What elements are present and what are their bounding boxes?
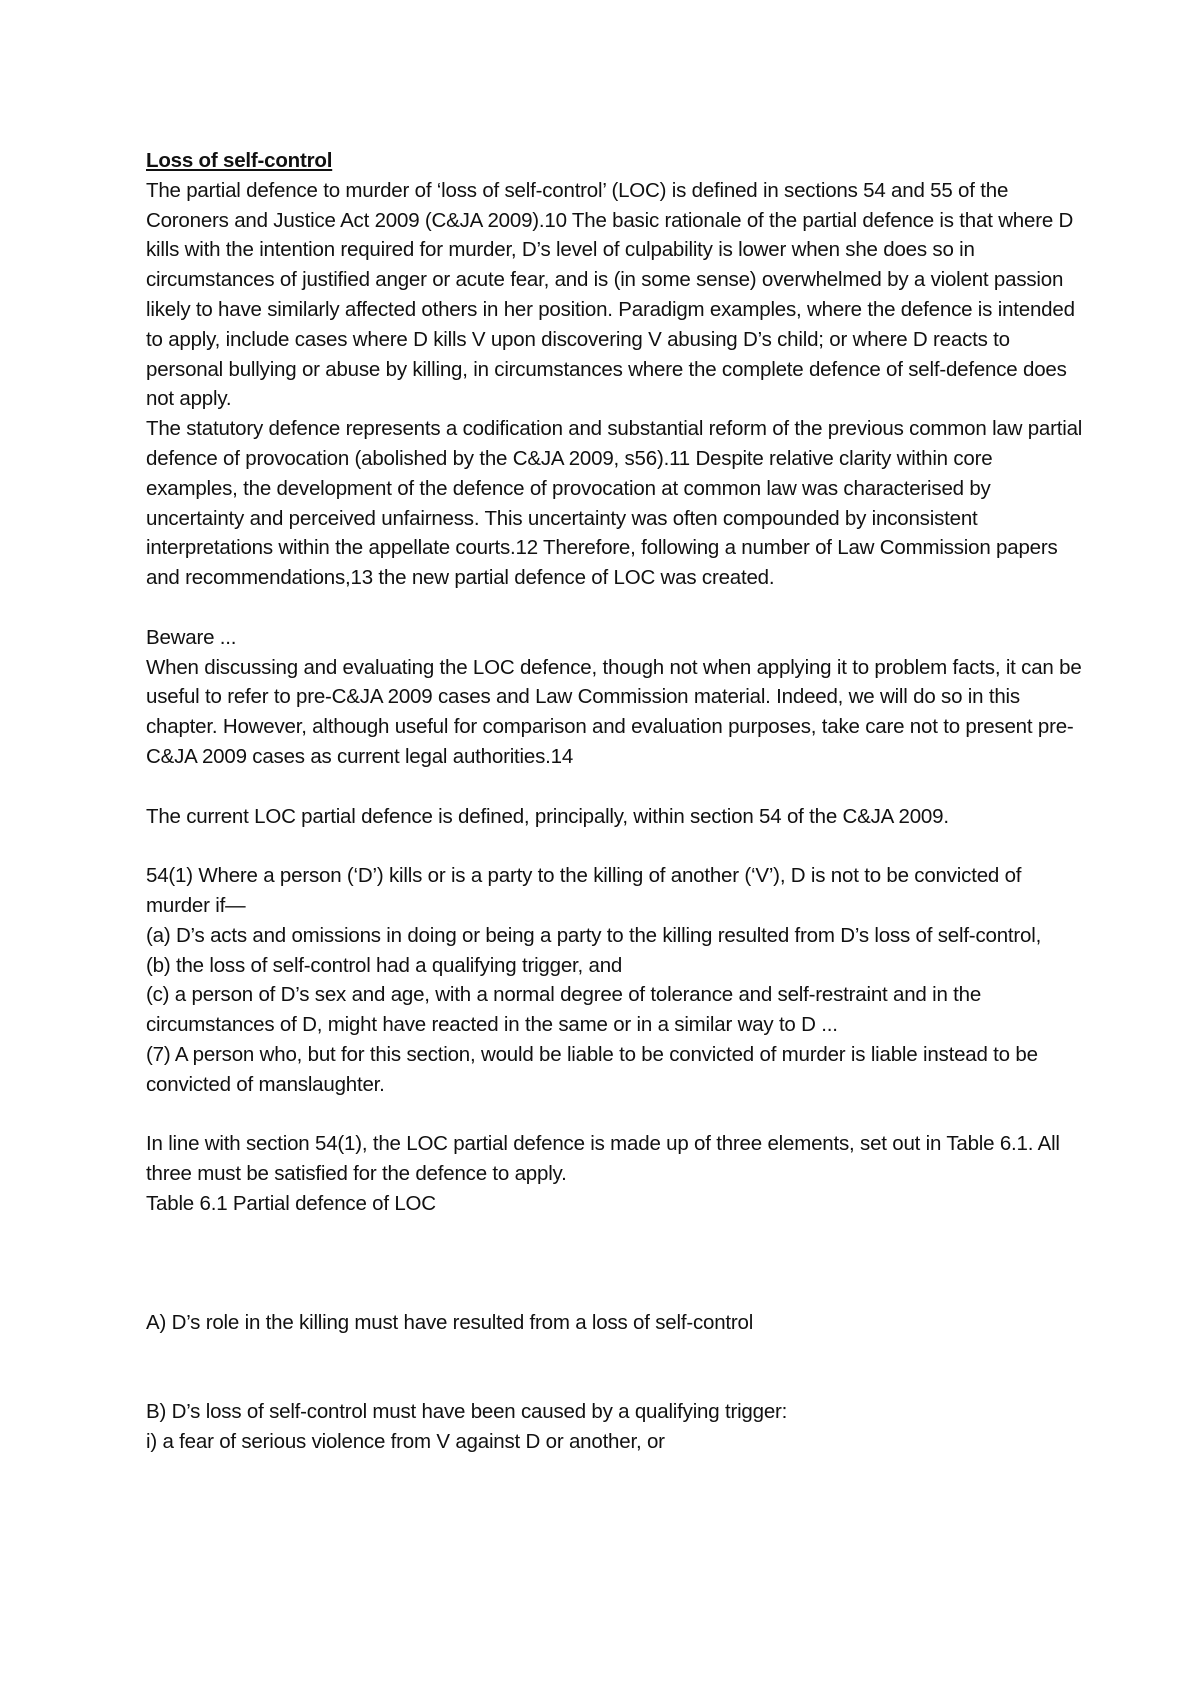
spacer bbox=[146, 593, 1086, 623]
spacer bbox=[146, 772, 1086, 802]
section-54-7: (7) A person who, but for this section, would be liable to be convicted of murder is liable instead to be convicted of manslaughter. bbox=[146, 1042, 1038, 1096]
document-page bbox=[146, 146, 1086, 1457]
beware-paragraph: When discussing and evaluating the LOC defence, though not when applying it to problem facts, it can be useful to refer to pre-C&JA 2009 cases and Law Commission material. Indeed, we will do so in this chapter. However, although useful for comparison and evaluation purposes, take care not to present pre-C&JA 2009 cases as current legal authorities.14 bbox=[146, 655, 1082, 768]
section-54-a: (a) D’s acts and omissions in doing or being a party to the killing resulted from D’s loss of self-control, bbox=[146, 923, 1042, 947]
element-a: A) D’s role in the killing must have resulted from a loss of self-control bbox=[146, 1310, 754, 1334]
element-b-i: i) a fear of serious violence from V against D or another, or bbox=[146, 1430, 665, 1454]
section-54-c: (c) a person of D’s sex and age, with a normal degree of tolerance and self-restraint and in the circumstances of D, might have reacted in the same or in a similar way to D ... bbox=[146, 983, 982, 1037]
intro-paragraph: The partial defence to murder of ‘loss of self-control’ (LOC) is defined in sections 54 and 55 of the Coroners and Justice Act 2009 (C&JA 2009).10 The basic rationale of the partial defence is that where D kills with the intention required for murder, D’s level of culpability is lower when she does so in circumstances of justified anger or acute fear, and is (in some sense) overwhelmed by a violent passion likely to have similarly affected others in her position. Paradigm examples, where the defence is intended to apply, include cases where D kills V upon discovering V abusing D’s child; or where D reacts to personal bullying or abuse by killing, in circumstances where the complete defence of self-defence does not apply. bbox=[146, 178, 1075, 411]
section-54-1: 54(1) Where a person (‘D’) kills or is a party to the killing of another (‘V’), D is not to be convicted of murder if— bbox=[146, 864, 1022, 917]
table-caption: Table 6.1 Partial defence of LOC bbox=[146, 1191, 436, 1215]
elements-paragraph: In line with section 54(1), the LOC partial defence is made up of three elements, set out in Table 6.1. All three must be satisfied for the defence to apply. bbox=[146, 1132, 1060, 1186]
element-b: B) D’s loss of self-control must have been caused by a qualifying trigger: bbox=[146, 1400, 788, 1424]
spacer bbox=[146, 831, 1086, 861]
beware-heading: Beware ... bbox=[146, 625, 237, 649]
statutory-paragraph: The statutory defence represents a codification and substantial reform of the previous common law partial defence of provocation (abolished by the C&JA 2009, s56).11 Despite relative clarity within core examples, the development of the defence of provocation at common law was characterised by uncertainty and perceived unfairness. This uncertainty was often compounded by inconsistent interpretations within the appellate courts.12 Therefore, following a number of Law Commission papers and recommendations,13 the new partial defence of LOC was created. bbox=[146, 417, 1083, 590]
spacer bbox=[146, 1219, 1086, 1308]
spacer bbox=[146, 1337, 1086, 1397]
section-54-b: (b) the loss of self-control had a qualifying trigger, and bbox=[146, 953, 623, 977]
spacer bbox=[146, 1100, 1086, 1130]
current-defence-paragraph: The current LOC partial defence is defined, principally, within section 54 of the C&JA 2009. bbox=[146, 804, 949, 828]
document-title: Loss of self-control bbox=[146, 149, 333, 172]
